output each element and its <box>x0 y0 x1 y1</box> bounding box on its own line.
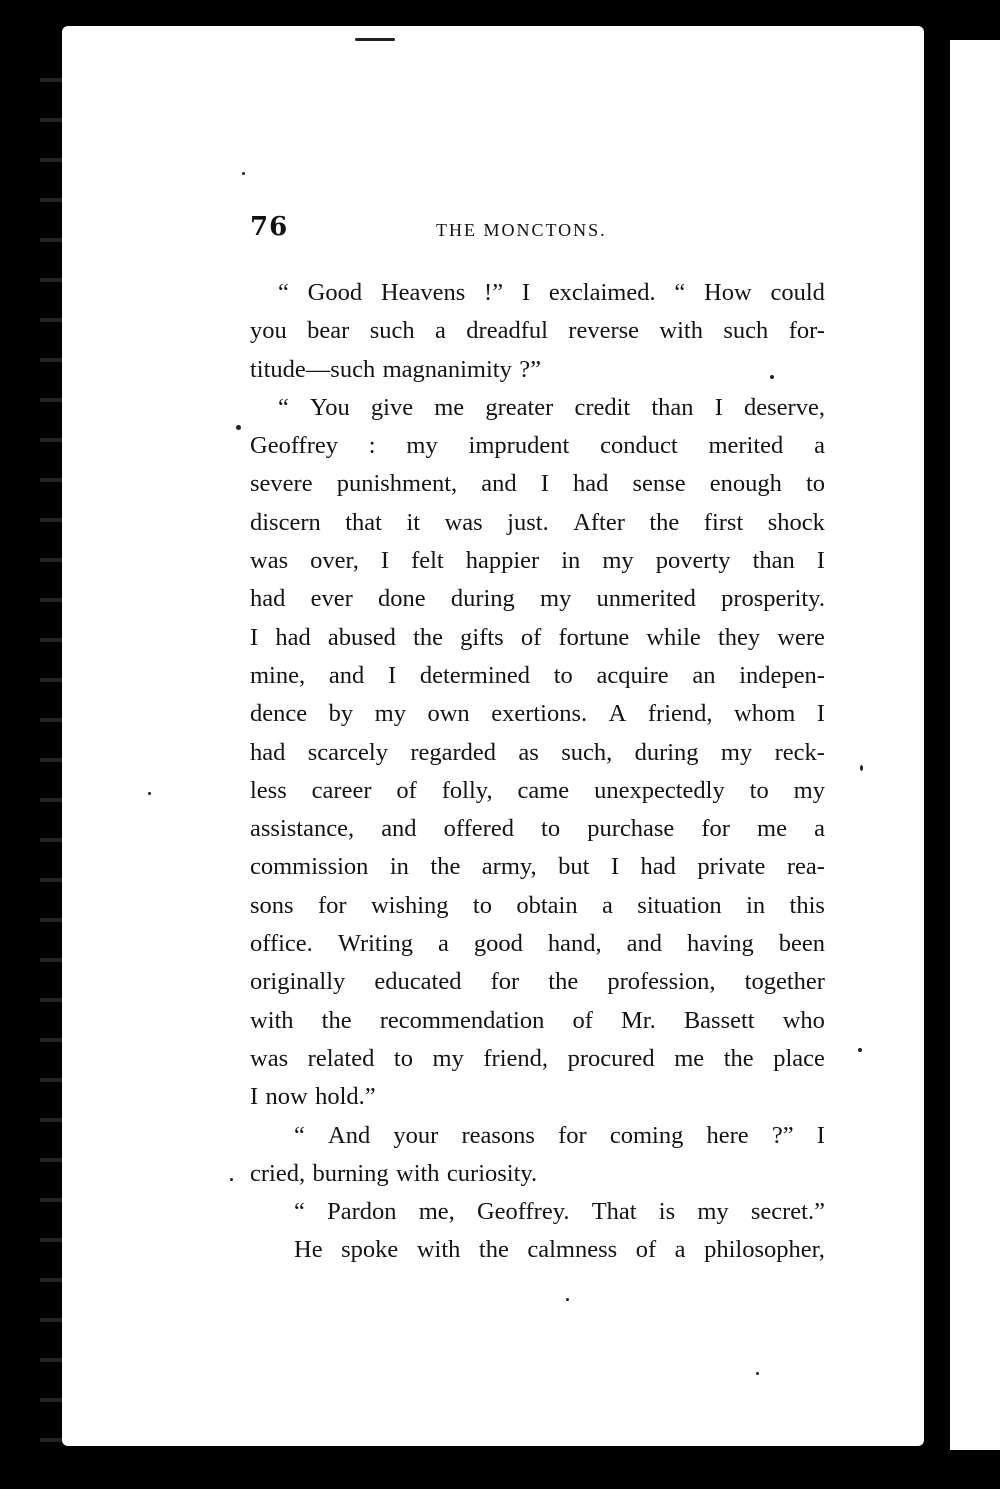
book-binding-edge <box>40 60 62 1460</box>
page-gutter-shadow <box>924 20 950 1470</box>
scan-speck <box>230 1178 233 1181</box>
text-line: “ You give me greater credit than I deserve, <box>278 393 825 421</box>
text-line: titude—such magnanimity ?” <box>250 355 541 383</box>
scan-speck <box>756 1372 759 1375</box>
scan-speck <box>242 172 245 175</box>
text-line: assistance, and offered to purchase for me a <box>250 815 825 843</box>
text-line: dence by my own exertions. A friend, whom I <box>250 700 825 728</box>
text-line: mine, and I determined to acquire an indepen- <box>250 661 825 689</box>
text-line: sons for wishing to obtain a situation in this <box>250 891 825 919</box>
page-header <box>250 212 830 252</box>
scan-speck <box>770 375 774 379</box>
text-line: discern that it was just. After the first shock <box>250 508 825 536</box>
running-title: THE MONCTONS. <box>436 220 607 240</box>
text-line: less career of folly, came unexpectedly to my <box>250 776 825 804</box>
scan-speck <box>858 1048 862 1052</box>
text-line: was related to my friend, procured me the place <box>250 1044 825 1072</box>
scan-speck <box>236 425 241 430</box>
scan-speck <box>566 1298 569 1301</box>
text-line: I now hold.” <box>250 1083 376 1111</box>
text-line: “ Good Heavens !” I exclaimed. “ How could <box>278 279 825 306</box>
scan-speck <box>355 38 395 41</box>
text-line: had ever done during my unmerited prosperity. <box>250 585 825 613</box>
facing-page-edge <box>950 40 1000 1450</box>
text-line: had scarcely regarded as such, during my reck- <box>250 738 825 766</box>
scan-speck <box>148 792 151 795</box>
text-line: “ Pardon me, Geoffrey. That is my secret.” <box>294 1198 825 1226</box>
text-line: severe punishment, and I had sense enough to <box>250 470 825 498</box>
text-line: office. Writing a good hand, and having been <box>250 930 825 958</box>
text-line: originally educated for the profession, together <box>250 968 825 996</box>
text-line: with the recommendation of Mr. Bassett who <box>250 1006 825 1034</box>
text-line: you bear such a dreadful reverse with such for- <box>250 317 825 345</box>
text-line: was over, I felt happier in my poverty than I <box>250 547 825 575</box>
body-text <box>250 274 825 1270</box>
scan-speck <box>860 765 863 771</box>
text-line: cried, burning with curiosity. <box>250 1159 538 1187</box>
text-line: Geoffrey : my imprudent conduct merited a <box>250 432 825 460</box>
page-number: 76 <box>250 212 289 242</box>
text-line: commission in the army, but I had private rea- <box>250 853 825 881</box>
text-line: He spoke with the calmness of a philosopher, <box>294 1236 825 1264</box>
text-line: “ And your reasons for coming here ?” I <box>294 1121 825 1149</box>
text-line: I had abused the gifts of fortune while they were <box>250 623 825 651</box>
